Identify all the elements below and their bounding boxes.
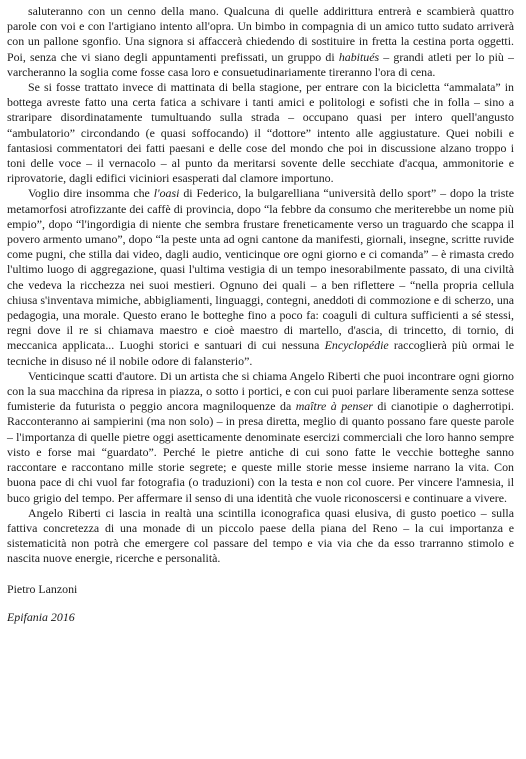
italic-term: maître à penser (295, 399, 373, 414)
paragraph (7, 186, 514, 368)
text-run: Voglio dire insomma che (28, 186, 154, 201)
paragraph (7, 4, 514, 80)
paragraph (7, 369, 514, 506)
signature: Pietro Lanzoni (7, 581, 78, 596)
text-run: raccoglierà più ormai le tecniche in disuso né il nobile odore di falansterio”. (7, 338, 514, 368)
paragraph (7, 506, 514, 567)
text-run: saluteranno con un cenno della mano. Qualcuna di quelle addirittura entrerà e scambierà quattro parole con voi e con l'artigiano intento all'opra. Un bimbo in compagnia di un amico tutto sudato arriverà con un pallone sgonfio. Una signora si affaccerà chiedendo di sostituire in fretta la cestina porta oggetti. Poi, senza che vi siano degli appuntamenti prefissati, un gruppo di (7, 4, 514, 64)
italic-term: Encyclopédie (324, 338, 389, 353)
date-line: Epifania 2016 (7, 609, 75, 624)
paragraph (7, 80, 514, 186)
italic-term: habitués (338, 49, 380, 64)
italic-term: l'oasi (153, 186, 180, 201)
text-run: Angelo Riberti ci lascia in realtà una scintilla iconografica quasi elusiva, di gusto poetico – sulla fattiva concretezza di una monade di un piccolo paese della piana del Reno – la cui importanza e sistematicità non potrà che emergere col passare del tempo e via via che da esso trarranno stimolo e nascita nuove energie, ricerche e personalità. (7, 505, 514, 566)
text-run: di cianotipie o dagherrotipi. Racconteranno ai sampierini (ma non solo) – in presa diretta, meglio di quanto possano fare queste parole – l'importanza di quelle pietre oggi asetticamente denominate esercizi commerciali che loro hanno sempre visto e forse mai “guardato”. Perché le pietre antiche di cui sono fatte le vecchie botteghe sanno raccontare e raccontano mille storie segrete; e queste mille storie messe insieme narrano la vita. Con buona pace di chi vuol far fotografia (o traduzioni) con la testa e non col cuore. Per vincere l'amnesia, il buco grigio del tempo. Per affermare il senso di una identità che vuole riconoscersi e continuare a vivere. (7, 399, 514, 505)
text-run: Venticinque scatti d'autore. Di un artista che si chiama Angelo Riberti che puoi incontrare ogni giorno con la sua macchina da ripresa in piazza, o sotto i portici, e con cui puoi parlare liberamente senza sottese fumisterie da futurista o peggio ancora magniloquenze da (7, 368, 514, 414)
text-run: di Federico, la bulgarelliana “università dello sport” – dopo la triste metamorfosi atrofizzante dei caffè di provincia, dopo “la febbre da consumo che meriterebbe un nome più empio”, dopo “l'ingordigia di niente che sembra frustare freneticamente verso un traguardo che scappa il povero armento umano”, dopo “la peste unta ad ogni cantone da manifesti, giornali, insegne, scritte ruvide come pugni, che stilla dai video, dagli audio, venticinque ore ogni giorno e ci comanda” – è rimasta credo l'ultimo luogo di aggregazione, quasi l'ultima vestigia di un tempo inesorabilmente passato, di una civiltà che vedeva la ricchezza nei suoi mestieri. Ognuno dei quali – a ben riflettere – “nella propria cellula chiusa s'inventava mimiche, abbigliamenti, linguaggi, contegni, aneddoti di commozione e di scherzo, una pedagogia, una morale. Questo erano le botteghe fino a poco fa: coaguli di cultura sufficienti a sé stessi, regni dove il re si chiamava maestro e cioè maestro di martello, d'ascia, di trincetto, di tornio, di meccanica applicata... Luoghi storici e santuari di cui nessuna (7, 186, 514, 353)
body-text (7, 4, 514, 567)
text-run: Se si fosse trattato invece di mattinata di bella stagione, per entrare con la bicicletta “ammalata” in bottega avreste fatto una certa fatica a schivare i tanti amici e politologi e sofisti che in folla – sino a straripare disordinatamente tumultuando sulla strada – occupano quasi per intero quell'angusto “ambulatorio” circondando (e quasi soffocando) il “dottore” intento alle aggiustature. Quei nobili e fantasiosi commentatori dei fatti paesani e delle cose del mondo che poi in discussione alzano troppo i toni delle voce – il vernacolo – al punto da meritarsi sovente delle secchiate d'acqua, ammonitorie e riprovatorie, dagli edifici viciniori esasperati dal clamore importuno. (7, 80, 514, 186)
text-run: – grandi atleti per lo più – varcheranno la soglia come fosse casa loro e consuetudinariamente tireranno l'ora di cena. (7, 49, 514, 79)
